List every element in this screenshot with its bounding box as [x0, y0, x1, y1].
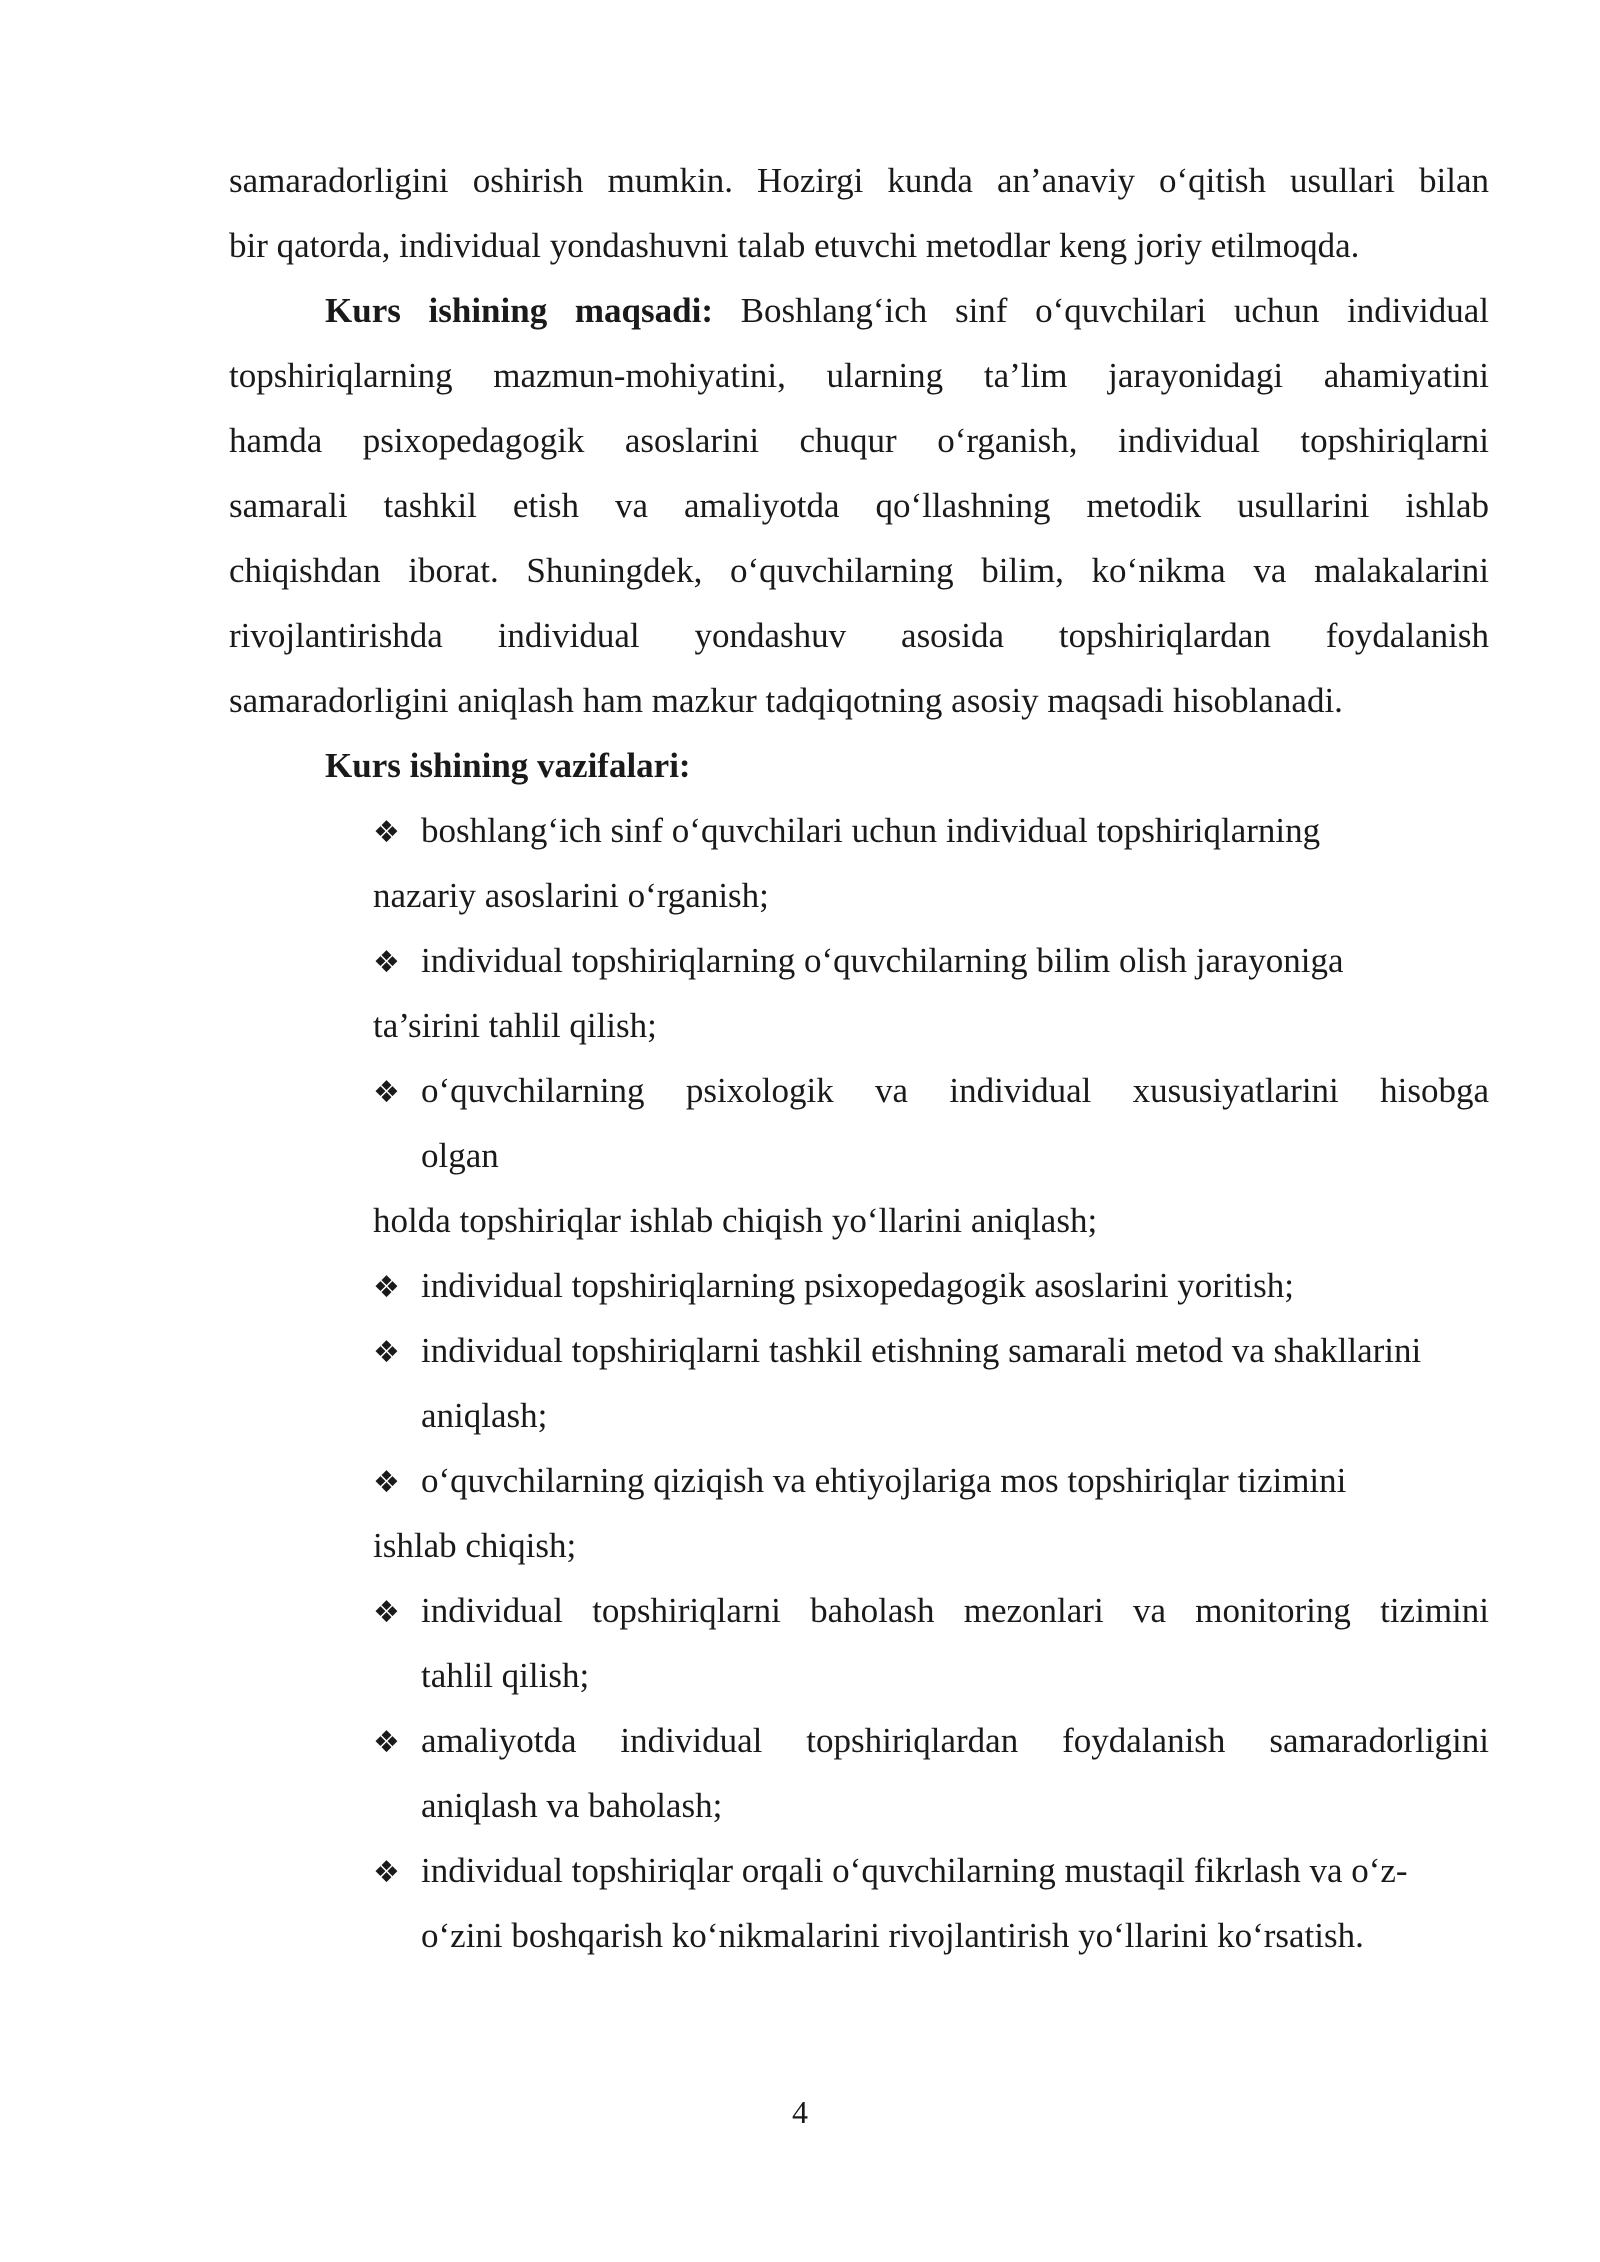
paragraph-line: samaradorligini oshirish mumkin. Hozirgi kunda an’anaviy o‘qitish usullari bilan [229, 161, 1489, 200]
goal-label: Kurs ishining maqsadi: [325, 291, 713, 330]
goal-line: hamda psixopedagogik asoslarini chuqur o‘rganish, individual topshiriqlarni [229, 421, 1489, 460]
diamond-bullet-icon: ❖ [373, 1270, 400, 1305]
diamond-bullet-icon: ❖ [373, 1465, 400, 1500]
diamond-bullet-icon: ❖ [373, 1335, 400, 1370]
list-item [373, 928, 1489, 993]
page-content [229, 148, 1489, 1968]
tasks-list [373, 798, 1489, 1968]
list-item [373, 1838, 1489, 1903]
list-item [373, 1058, 1489, 1123]
list-item [373, 1708, 1489, 1773]
goal-text: Boshlang‘ich sinf o‘quvchilari uchun individual [712, 291, 1489, 330]
list-item [373, 1578, 1489, 1643]
list-item-text: individual topshiriqlarning o‘quvchilarning bilim olish jarayoniga [421, 941, 1344, 980]
list-item [373, 1253, 1489, 1318]
list-item-continuation: aniqlash; [421, 1396, 548, 1435]
goal-line: topshiriqlarning mazmun-mohiyatini, ularning ta’lim jarayonidagi ahamiyatini [229, 356, 1489, 395]
list-item-continuation: olgan [421, 1136, 499, 1175]
diamond-bullet-icon: ❖ [373, 945, 400, 980]
list-item-text: o‘quvchilarning psixologik va individual xususiyatlarini hisobga [421, 1071, 1489, 1110]
diamond-bullet-icon: ❖ [373, 1595, 400, 1630]
list-item-text: individual topshiriqlar orqali o‘quvchilarning mustaqil fikrlash va o‘z- [421, 1851, 1408, 1890]
list-item-text: o‘quvchilarning qiziqish va ehtiyojlariga mos topshiriqlar tizimini [421, 1461, 1347, 1500]
list-item-continuation: holda topshiriqlar ishlab chiqish yo‘llarini aniqlash; [373, 1201, 1098, 1240]
list-item [373, 1448, 1489, 1513]
list-item [373, 1318, 1489, 1383]
list-item-continuation: o‘zini boshqarish ko‘nikmalarini rivojlantirish yo‘llarini ko‘rsatish. [421, 1916, 1364, 1955]
page-number: 4 [792, 2094, 808, 2130]
goal-line: samarali tashkil etish va amaliyotda qo‘llashning metodik usullarini ishlab [229, 486, 1489, 525]
diamond-bullet-icon: ❖ [373, 815, 400, 850]
diamond-bullet-icon: ❖ [373, 1725, 400, 1760]
list-item-text: boshlang‘ich sinf o‘quvchilari uchun individual topshiriqlarning [421, 811, 1321, 850]
list-item [373, 798, 1489, 863]
diamond-bullet-icon: ❖ [373, 1855, 400, 1890]
list-item-continuation: nazariy asoslarini o‘rganish; [373, 876, 769, 915]
goal-line: rivojlantirishda individual yondashuv asosida topshiriqlardan foydalanish [229, 616, 1489, 655]
list-item-text: individual topshiriqlarning psixopedagogik asoslarini yoritish; [421, 1266, 1294, 1305]
diamond-bullet-icon: ❖ [373, 1075, 400, 1110]
list-item-text: individual topshiriqlarni baholash mezonlari va monitoring tizimini [421, 1591, 1489, 1630]
goal-line: chiqishdan iborat. Shuningdek, o‘quvchilarning bilim, ko‘nikma va malakalarini [229, 551, 1489, 590]
list-item-text: individual topshiriqlarni tashkil etishning samarali metod va shakllarini [421, 1331, 1422, 1370]
list-item-continuation: aniqlash va baholash; [421, 1786, 723, 1825]
paragraph-line: bir qatorda, individual yondashuvni talab etuvchi metodlar keng joriy etilmoqda. [229, 226, 1360, 265]
list-item-continuation: tahlil qilish; [421, 1656, 590, 1695]
list-item-continuation: ishlab chiqish; [373, 1526, 577, 1565]
list-item-text: amaliyotda individual topshiriqlardan foydalanish samaradorligini [421, 1721, 1489, 1760]
tasks-heading: Kurs ishining vazifalari: [325, 746, 691, 785]
goal-paragraph-first-line [229, 278, 1489, 343]
goal-line: samaradorligini aniqlash ham mazkur tadqiqotning asosiy maqsadi hisoblanadi. [229, 681, 1343, 720]
list-item-continuation: ta’sirini tahlil qilish; [373, 1006, 657, 1045]
